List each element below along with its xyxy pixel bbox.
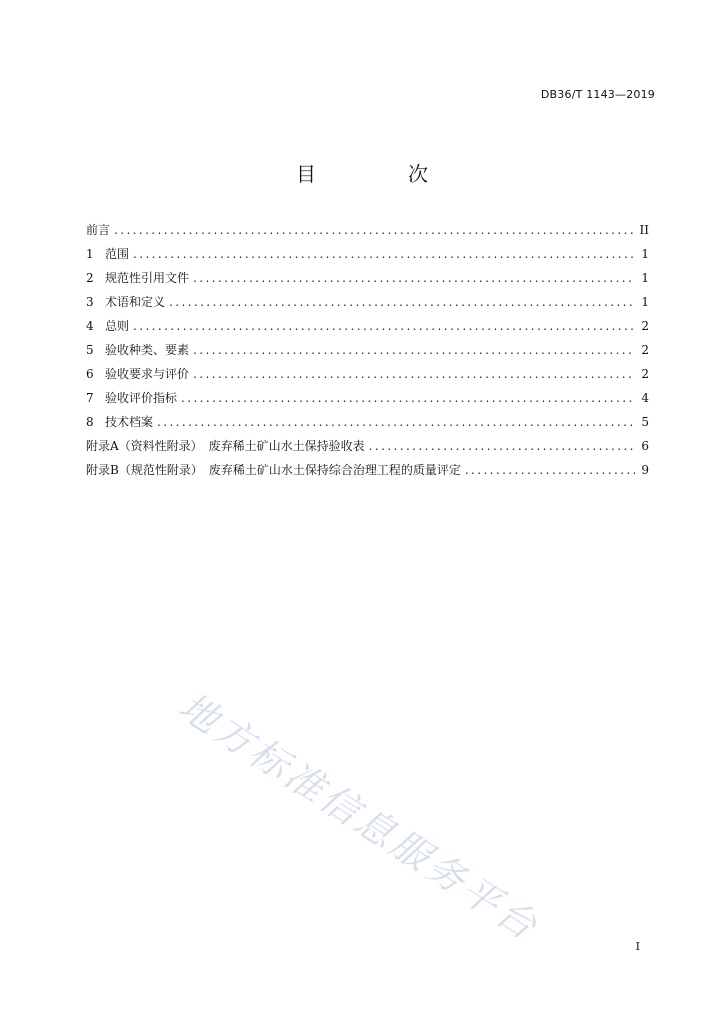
toc-entry-number: 2 [86,271,94,285]
toc-entry-acceptance-requirements[interactable] [86,362,649,386]
toc-entry-label: 附录A（资料性附录） 废弃稀土矿山水土保持验收表 [86,439,365,453]
toc-dot-leader [181,386,635,410]
toc-entry-terms-definitions[interactable] [86,290,649,314]
toc-dot-leader [369,434,635,458]
toc-entry-label: 验收种类、要素 [105,343,190,357]
toc-dot-leader [193,338,635,362]
toc-entry-page: 6 [641,439,649,453]
toc-entry-page: 1 [641,247,649,261]
watermark: 地方标准信息服务平台 [171,683,548,950]
toc-dot-leader [114,218,634,242]
toc-entry-general[interactable] [86,314,649,338]
toc-entry-number: 4 [86,319,94,333]
toc-entry-appendix-b[interactable] [86,458,649,482]
toc-entry-number: 3 [86,295,94,309]
toc-entry-page: 2 [641,319,649,333]
toc-entry-label: 前言 [86,223,111,237]
toc-dot-leader [193,266,635,290]
toc-entry-normative-references[interactable] [86,266,649,290]
toc-entry-page: 2 [641,343,649,357]
toc-entry-page: 4 [641,391,649,405]
toc-entry-scope[interactable] [86,242,649,266]
toc-entry-acceptance-types[interactable] [86,338,649,362]
toc-entry-page: 2 [641,367,649,381]
toc-entry-label: 验收要求与评价 [105,367,190,381]
toc-entry-evaluation-indicators[interactable] [86,386,649,410]
document-code: DB36/T 1143—2019 [540,88,655,101]
toc-dot-leader [193,362,635,386]
toc-dot-leader [133,242,635,266]
toc-dot-leader [465,458,635,482]
toc-entry-label: 总则 [105,319,130,333]
toc-entry-label: 附录B（规范性附录） 废弃稀土矿山水土保持综合治理工程的质量评定 [86,463,461,477]
toc-entry-label: 技术档案 [105,415,154,429]
toc-entry-number: 8 [86,415,94,429]
table-of-contents [86,218,649,482]
toc-entry-label: 验收评价指标 [105,391,178,405]
toc-entry-page: 1 [641,271,649,285]
toc-dot-leader [133,314,635,338]
page-number: I [635,940,640,953]
toc-entry-number: 1 [86,247,94,261]
toc-entry-foreword[interactable] [86,218,649,242]
toc-entry-page: II [639,223,649,237]
page-title: 目 次 [296,162,464,186]
toc-entry-technical-archives[interactable] [86,410,649,434]
toc-entry-number: 5 [86,343,94,357]
toc-dot-leader [169,290,635,314]
toc-entry-label: 范围 [105,247,130,261]
toc-entry-appendix-a[interactable] [86,434,649,458]
toc-dot-leader [157,410,635,434]
toc-entry-label: 术语和定义 [105,295,166,309]
toc-entry-number: 7 [86,391,94,405]
toc-entry-page: 1 [641,295,649,309]
toc-entry-page: 5 [641,415,649,429]
toc-entry-label: 规范性引用文件 [105,271,190,285]
toc-entry-number: 6 [86,367,94,381]
toc-entry-page: 9 [641,463,649,477]
